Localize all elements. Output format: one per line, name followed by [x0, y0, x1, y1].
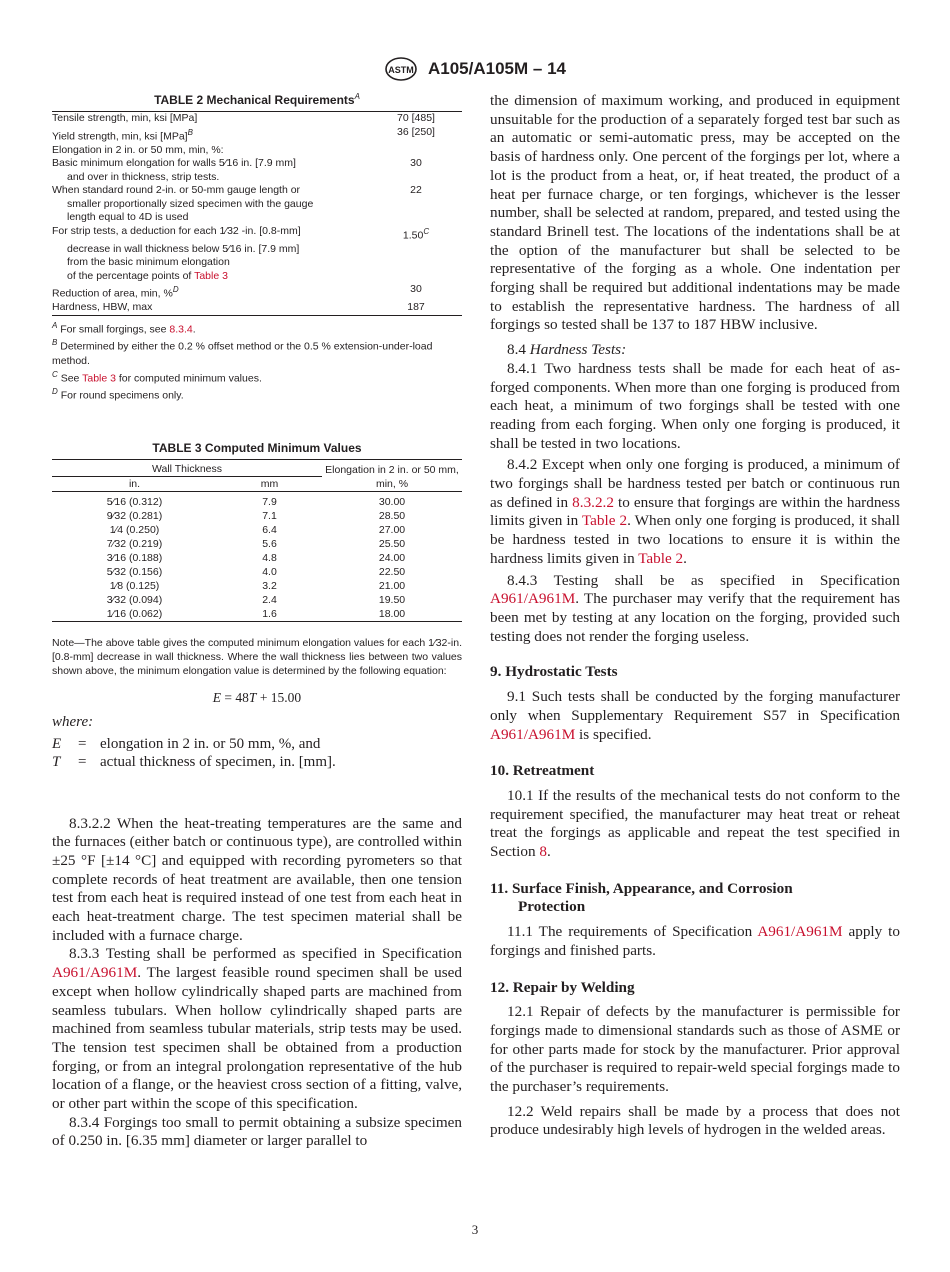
- table3-cell-mm: 7.9: [262, 495, 277, 508]
- para-8-3-4-cont: the dimension of maximum working, and produced in equipment unsuitable for the production of a separately forged test bar such as an automatic or semi-automatic press, may be accepted on the basis of hardness only. One percent of the forgings per lot, where a lot is the product from a heat, or, if heat treated, the product of a heat per furnace charge, or ten forgings, whichever is the lesser number, shall be selected at random, prepared, and tested using the standard Brinell test. The locations of the indentations shall be at the option of the manufacturer but shall be selected to be representative of the forging as a whole. One indentation per forging shall be required but additional indentations may be made to establish the representative hardness. The hardness of all forgings so tested shall be 137 to 187 HBW inclusive.: [490, 92, 900, 334]
- table3-cell-elong: 18.00: [378, 607, 406, 620]
- table2-value: [370, 243, 462, 257]
- table3-cell-elong: 21.00: [378, 579, 406, 592]
- table3-cell-elong: 19.50: [378, 593, 406, 606]
- table2-value: 22: [410, 184, 422, 196]
- left-column: [52, 92, 462, 1151]
- def-t: T = actual thickness of specimen, in. [mm].: [52, 753, 336, 770]
- para-8-4-3: 8.4.3 Testing shall be as specified in Specification A961/A961M. The purchaser may verify that the requirement has been met by testing at any location on the forging, provided such testing does not render the forging useless.: [490, 571, 900, 645]
- table3-cell-elong: 28.50: [378, 509, 406, 522]
- para-8-3-4: 8.3.4 Forgings too small to permit obtaining a subsize specimen of 0.250 in. [6.35 mm] diameter or larger parallel to: [52, 1113, 462, 1150]
- table3-row: [52, 593, 462, 607]
- table2-label: of the percentage points of Table 3: [67, 269, 228, 282]
- table2-row: [52, 184, 462, 198]
- link-a961[interactable]: A961/A961M: [490, 725, 576, 743]
- link-a961[interactable]: A961/A961M: [757, 923, 843, 941]
- table2-value: 70 [485]: [397, 112, 435, 124]
- table2-row: [52, 157, 462, 171]
- table2-value: 36 [250]: [397, 125, 435, 138]
- table2-value: [370, 256, 462, 270]
- table3-cell-inch: 3⁄32 (0.094): [106, 593, 163, 606]
- table3-row: [52, 537, 462, 551]
- table3-cell-inch: 7⁄32 (0.219): [106, 537, 163, 550]
- astm-logo-icon: [384, 56, 418, 82]
- table2-row: [52, 126, 462, 144]
- table2-row: [52, 283, 462, 301]
- document-designation: A105/A105M – 14: [428, 59, 566, 78]
- table3-row: [52, 607, 462, 622]
- table2-value: 30: [410, 157, 422, 169]
- table2-value: [370, 171, 462, 185]
- table2-row: [52, 144, 462, 158]
- table2-label: decrease in wall thickness below 5⁄16 in. [7.9 mm]: [67, 242, 300, 255]
- table3-cell-inch: 5⁄16 (0.312): [106, 495, 163, 508]
- table3-cell-inch: 5⁄32 (0.156): [106, 565, 163, 578]
- where-label: where:: [52, 713, 94, 730]
- table3-row: [52, 565, 462, 579]
- table2-label: Yield strength, min, ksi [MPa]$^B$: [52, 127, 193, 142]
- table2-label: Elongation in 2 in. or 50 mm, min, %:: [52, 143, 224, 156]
- table2-value: 30: [410, 283, 422, 295]
- table2-label: smaller proportionally sized specimen with the gauge: [67, 197, 314, 210]
- para-12-2: 12.2 Weld repairs shall be made by a process that does not produce undesirably high levels of hydrogen in the welded areas.: [490, 1102, 900, 1139]
- link-table-2b[interactable]: Table 2: [638, 549, 684, 567]
- table2-row: [52, 112, 462, 126]
- table2-row: [52, 225, 462, 243]
- table2-label: Basic minimum elongation for walls 5⁄16 in. [7.9 mm]: [52, 157, 296, 169]
- table3-note: Note—The above table gives the computed minimum elongation values for each 1⁄32-in. [0.8-mm] decrease in wall thickness. Where the wall thickness lies between two values shown above, the minimum elongation value is determined by the following equation:: [52, 636, 462, 677]
- link-table-3[interactable]: Table 3: [194, 269, 228, 282]
- table3-cell-elong: 24.00: [378, 551, 406, 564]
- table3-cell-mm: 1.6: [262, 607, 277, 620]
- table2-footnote: $^B$ Determined by either the 0.2 % offset method or the 0.5 % extension-under-load method.: [52, 338, 433, 367]
- table3-cell-inch: 3⁄16 (0.188): [106, 551, 163, 564]
- table2-label: For strip tests, a deduction for each 1⁄32 -in. [0.8-mm]: [52, 224, 301, 237]
- table2: [52, 111, 462, 316]
- table3-cell-elong: 25.50: [378, 537, 406, 550]
- table2-label: length equal to 4D is used: [67, 211, 189, 223]
- table2-row: [52, 171, 462, 185]
- page-number: 3: [471, 1222, 479, 1237]
- table2-footnotes: [52, 319, 462, 403]
- table2-label: Reduction of area, min, %$^D$: [52, 285, 179, 300]
- table3-cell-elong: 27.00: [378, 523, 406, 536]
- table3-col-mm: mm: [217, 476, 322, 491]
- table3-cell-mm: 3.2: [262, 579, 277, 592]
- link-8-3-2-2[interactable]: 8.3.2.2: [572, 493, 614, 511]
- table2-footnote: $^C$ See Table 3 for computed minimum values.: [52, 369, 262, 384]
- table2-value: [370, 270, 462, 284]
- def-e: E = elongation in 2 in. or 50 mm, %, and: [52, 735, 321, 752]
- page-header: [0, 56, 950, 82]
- table2-label: Hardness, HBW, max: [52, 301, 153, 313]
- table2-value: 187: [407, 301, 425, 313]
- table3-col-in: in.: [52, 476, 217, 491]
- link-a961[interactable]: A961/A961M: [52, 964, 138, 982]
- para-12-1: 12.1 Repair of defects by the manufacturer is permissible for forgings made to dimensional standards such as those of ASME or for other parts made for stock by the manufacturer. Prior approval of the purchaser is required to repair-weld special forgings made to the purchaser’s requirements.: [490, 1003, 900, 1096]
- table2-value: $1.50^C$: [402, 226, 430, 241]
- heading-8-4: 8.4 Hardness Tests:: [507, 341, 627, 359]
- table3-cell-elong: 22.50: [378, 565, 406, 578]
- table3-row: [52, 579, 462, 593]
- table3-col-elongation: Elongation in 2 in. or 50 mm, min, %: [322, 459, 462, 491]
- para-8-3-2-2: 8.3.2.2 When the heat-treating temperatures are the same and the furnaces (either batch or continuous type), are controlled within ±25 °F [±14 °C] and equipped with recording pyrometers so that complete records of heat treatment are available, then one tension test from each heat is required instead of one test from each heat in each heat-treatment charge. The test specimen material shall be included with a furnace charge.: [52, 814, 462, 944]
- table3-cell-inch: 1⁄16 (0.062): [106, 607, 163, 620]
- table2-label: When standard round 2-in. or 50-mm gauge length or: [52, 184, 301, 196]
- para-10-1: 10.1 If the results of the mechanical tests do not conform to the requirement specified, the manufacturer may heat treat or reheat treat the forgings as applicable and repeat the test specified in Section 8.: [490, 786, 900, 861]
- table3: [52, 459, 462, 622]
- heading-9: 9. Hydrostatic Tests: [490, 663, 618, 681]
- table2-row: [52, 301, 462, 315]
- table3-cell-mm: 4.0: [262, 565, 277, 578]
- table3-cell-mm: 4.8: [262, 551, 277, 564]
- variable-definitions: [52, 735, 462, 771]
- footnote-link[interactable]: Table 3: [82, 372, 116, 384]
- table2-row: [52, 256, 462, 270]
- table2-row: [52, 198, 462, 212]
- table2-value: [370, 144, 462, 158]
- table2-footnote: $^A$ For small forgings, see 8.3.4.: [52, 320, 196, 335]
- table3-cell-elong: 30.00: [378, 495, 406, 508]
- table2-value: [370, 211, 462, 225]
- table3-cell-mm: 2.4: [262, 593, 277, 606]
- table3-cell-mm: 5.6: [262, 537, 277, 550]
- table3-row: [52, 523, 462, 537]
- table2-row: [52, 211, 462, 225]
- heading-11: 11. Surface Finish, Appearance, and Corrosion Protection: [490, 879, 793, 916]
- table2-label: from the basic minimum elongation: [67, 256, 230, 268]
- link-table-2[interactable]: Table 2: [581, 512, 628, 530]
- table3-row: [52, 491, 462, 509]
- right-column: [490, 92, 900, 1140]
- table3-row: [52, 551, 462, 565]
- table3-group-header: Wall Thickness: [52, 459, 322, 476]
- para-8-3-3: 8.3.3 Testing shall be performed as specified in Specification A961/A961M. The largest feasible round specimen shall be used except when hollow cylindrically shaped parts are machined from seamless tubulars. When hollow cylindrically shaped parts are machined from seamless tubular materials, strip tests may be used. The tension test specimen shall be obtained from a production forging, or from an integral prolongation representative of the hub location of a flange, or the heaviest cross section of a fitting, valve, or other part within the scope of this specification.: [52, 945, 462, 1113]
- footnote-link[interactable]: 8.3.4: [169, 323, 193, 335]
- table3-row: [52, 509, 462, 523]
- table3-cell-inch: 9⁄32 (0.281): [106, 509, 163, 522]
- table3-cell-mm: 6.4: [262, 523, 277, 536]
- heading-12: 12. Repair by Welding: [490, 978, 635, 996]
- equation: E = 48T + 15.00: [212, 689, 302, 705]
- table2-row: [52, 270, 462, 284]
- para-8-4-2: 8.4.2 Except when only one forging is produced, a minimum of two forgings shall be hardness tested per batch or continuous run as defined in 8.3.2.2 to ensure that forgings are within the hardness limits given in Table 2. When only one forging is produced, it shall be hardness tested in two locations to ensure it is within the hardness limits given in Table 2.: [490, 456, 900, 567]
- table3-cell-inch: 1⁄4 (0.250): [109, 523, 160, 536]
- table2-caption: TABLE 2 Mechanical Requirements$^A$: [154, 92, 360, 107]
- table3-cell-inch: 1⁄8 (0.125): [109, 579, 160, 592]
- table2-label: Tensile strength, min, ksi [MPa]: [52, 112, 198, 124]
- svg-text:ASTM: ASTM: [388, 65, 414, 75]
- heading-10: 10. Retreatment: [490, 762, 595, 780]
- link-section-8[interactable]: 8: [539, 843, 547, 861]
- para-11-1: 11.1 The requirements of Specification A961/A961M apply to forgings and finished parts.: [490, 923, 900, 959]
- para-9-1: 9.1 Such tests shall be conducted by the forging manufacturer only when Supplementary Requirement S57 in Specification A961/A961M is specified.: [490, 688, 900, 743]
- link-a961[interactable]: A961/A961M: [490, 590, 576, 608]
- para-8-4-1: 8.4.1 Two hardness tests shall be made for each heat of as-forged components. When more than one forging is produced from each heat, a minimum of two forgings shall be tested with one reading from each forging. When only one forging is produced, it shall be tested in two locations.: [490, 359, 900, 452]
- table3-cell-mm: 7.1: [262, 509, 277, 522]
- table2-footnote: $^D$ For round specimens only.: [52, 387, 184, 402]
- table2-label: and over in thickness, strip tests.: [67, 170, 220, 183]
- table3-caption: TABLE 3 Computed Minimum Values: [152, 440, 362, 455]
- table2-row: [52, 243, 462, 257]
- table2-value: [370, 198, 462, 212]
